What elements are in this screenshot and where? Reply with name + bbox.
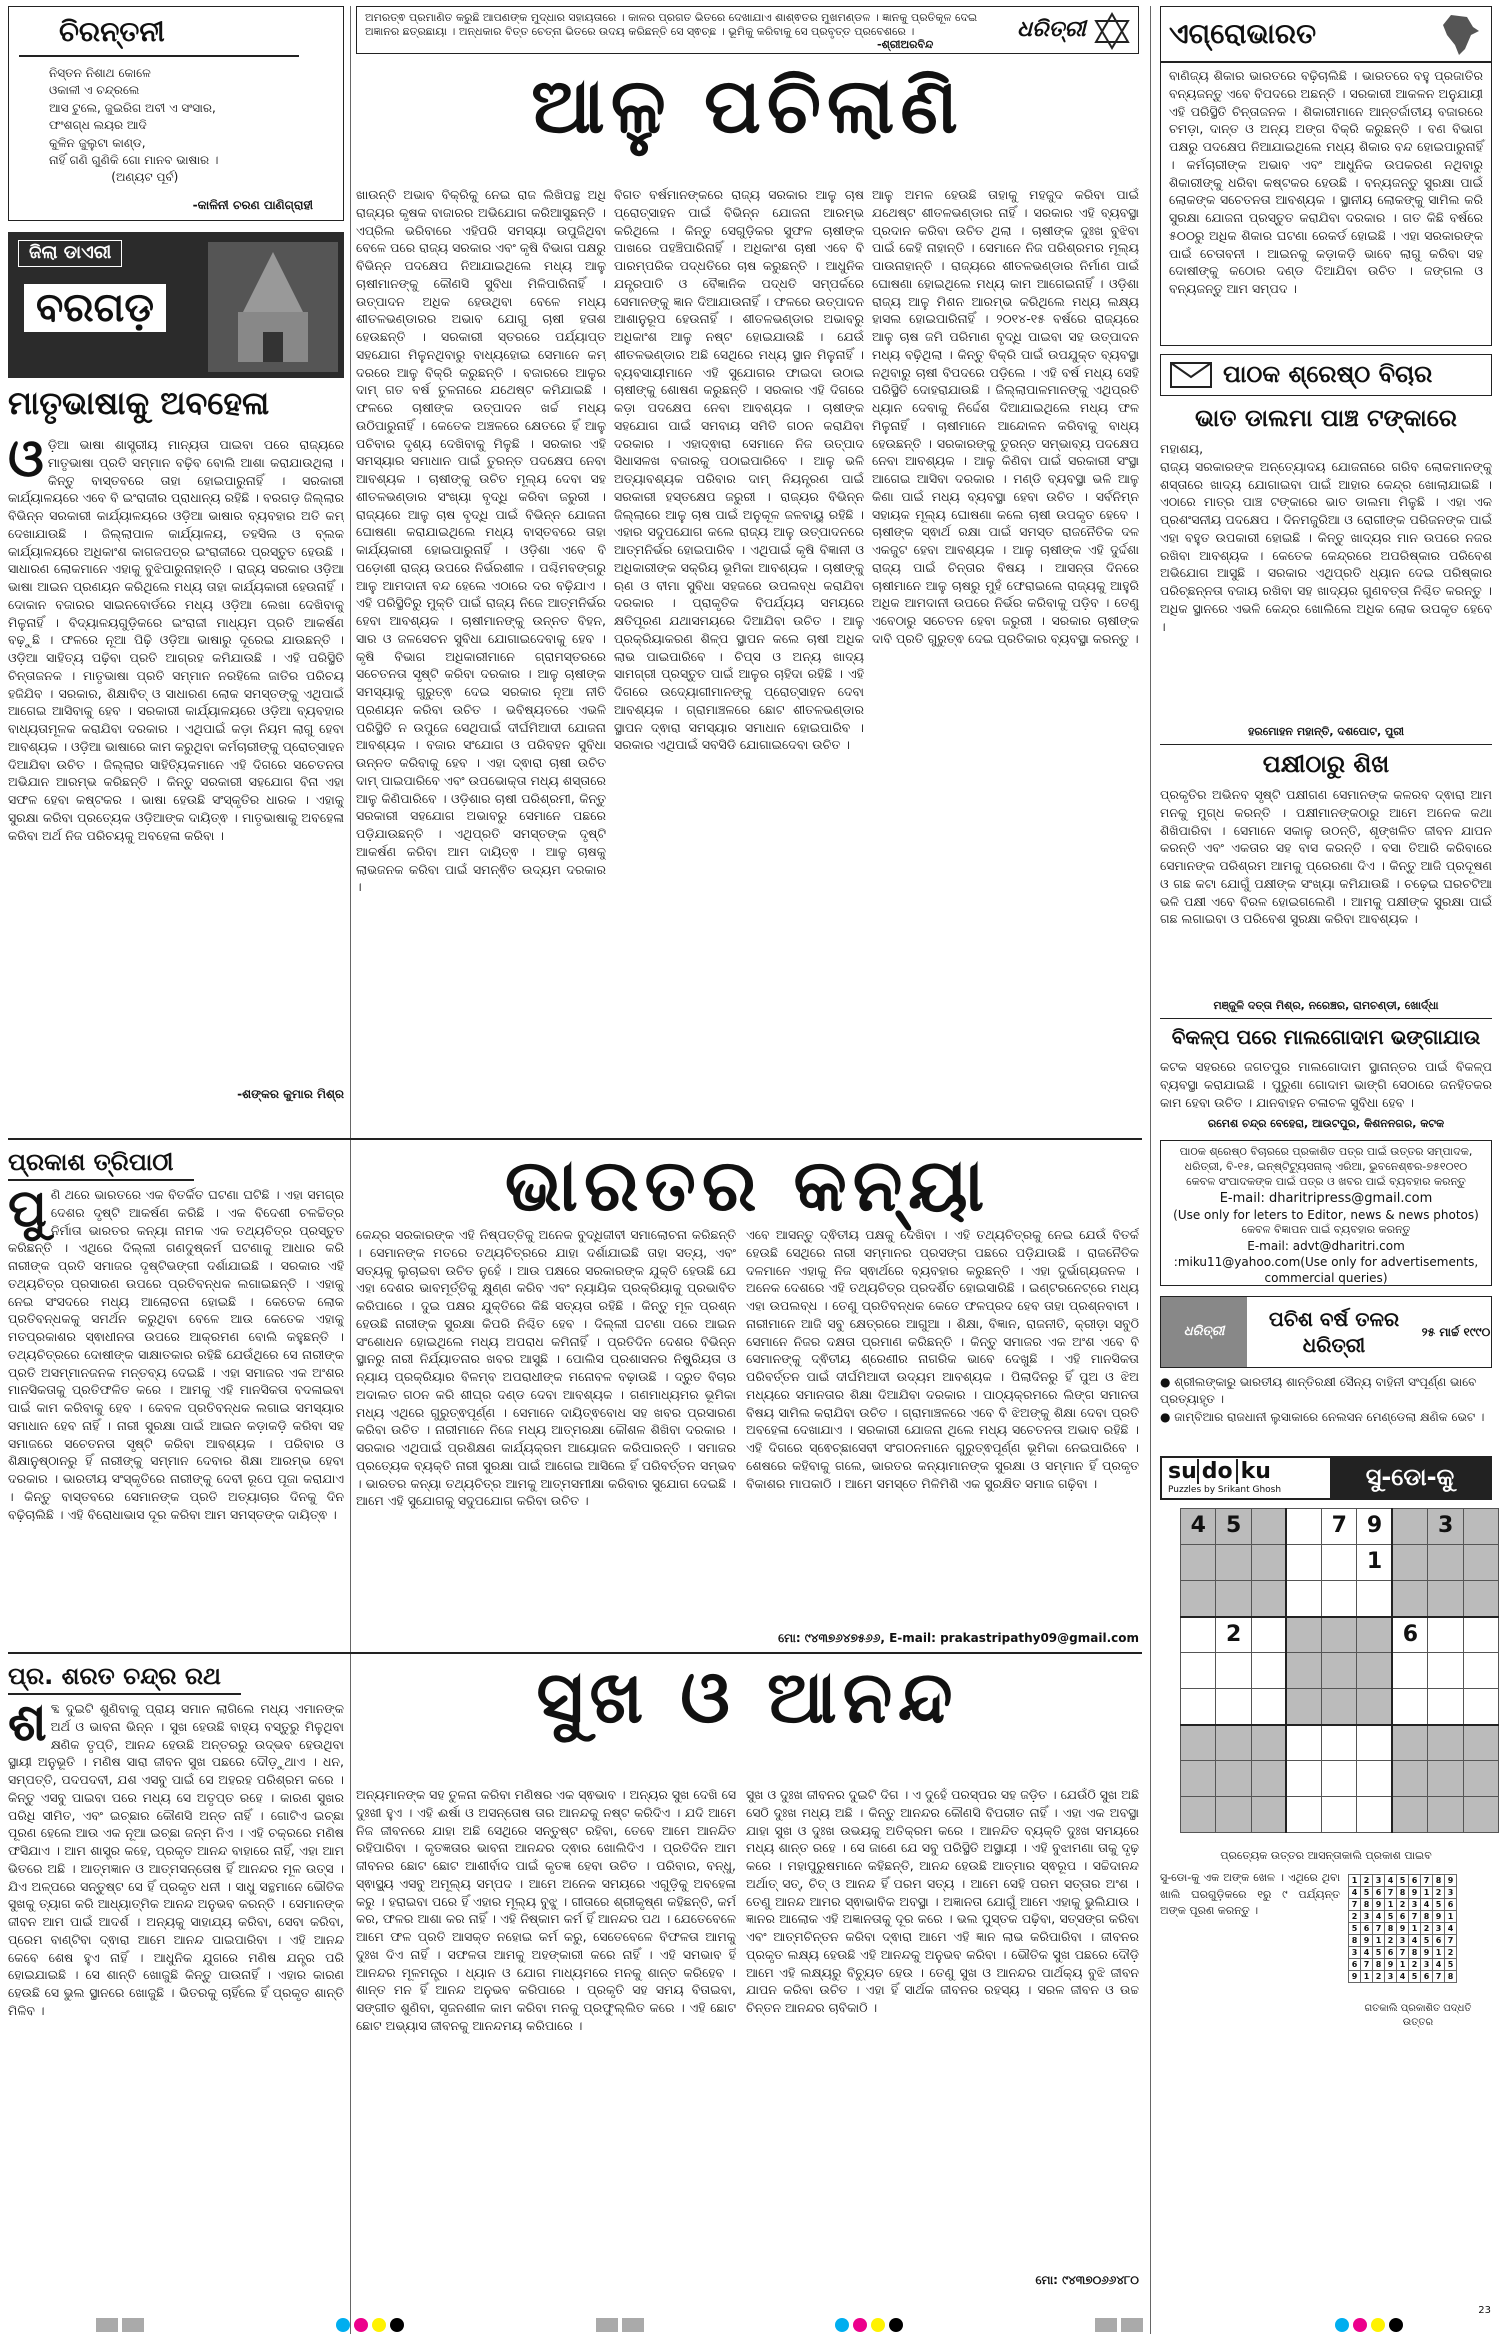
- quote-box: [356, 6, 1139, 54]
- sudoku-cell[interactable]: [1357, 1725, 1392, 1761]
- sudoku-cell[interactable]: [1463, 1725, 1498, 1761]
- solution-cell: 2: [1445, 1947, 1457, 1959]
- sudoku-cell[interactable]: [1392, 1725, 1427, 1761]
- sudoku-cell[interactable]: [1251, 1689, 1286, 1725]
- main-article-col2: ବିଗତ ବର୍ଷମାନଙ୍କରେ ରାଜ୍ୟ ସରକାର ଆଳୁ ଚାଷ ପ୍ରୋତ୍ସାହନ ପାଇଁ ବିଭିନ୍ନ ଯୋଜନା ଆରମ୍ଭ କରିଥିଲେ । କିନ୍ତୁ ସେଗୁଡ଼ିକର ସୁଫଳ ଚାଷୀଙ୍କ ପାଖରେ ପହଞ୍ଚିପାରିନାହିଁ । ଅଧିକାଂଶ ଚାଷୀ ଏବେ ବି ପାରମ୍ପରିକ ପଦ୍ଧତିରେ ଚାଷ କରୁଛନ୍ତି । ଆଧୁନିକ ଯନ୍ତ୍ରପାତି ଓ ବୈଜ୍ଞାନିକ ପଦ୍ଧତି ସମ୍ପର୍କରେ ସେମାନଙ୍କୁ ଜ୍ଞାନ ଦିଆଯାଉନାହିଁ । ଫଳରେ ଉତ୍ପାଦନ ଆଶାନୁରୂପ ହେଉନାହିଁ । ଶୀତଳଭଣ୍ଡାର ଅଭାବରୁ ଅଧିକାଂଶ ଆଳୁ ନଷ୍ଟ ହୋଇଯାଉଛି । ଯେଉଁ ଶୀତଳଭଣ୍ଡାର ଅଛି ସେଥିରେ ମଧ୍ୟ ସ୍ଥାନ ମିଳୁନାହିଁ । ବ୍ୟବସାୟୀମାନେ ଏହି ସୁଯୋଗର ଫାଇଦା ଉଠାଇ ଚାଷୀଙ୍କୁ ଶୋଷଣ କରୁଛନ୍ତି । ସରକାର ଏହି ଦିଗରେ କଡ଼ା ପଦକ୍ଷେପ ନେବା ଆବଶ୍ୟକ । ଚାଷୀଙ୍କ ସହଯୋଗ ପାଇଁ ସମବାୟ ସମିତି ଗଠନ କରାଯିବା ଦରକାର । ଏହାଦ୍ଵାରା ସେମାନେ ନିଜ ଉତ୍ପାଦ ସିଧାସଳଖ ବଜାରକୁ ପଠାଇପାରିବେ । ଆଳୁ ଭଳି ଅତ୍ୟାବଶ୍ୟକ ପରିବାର ଦାମ୍ ନିୟନ୍ତ୍ରଣ ପାଇଁ ସରକାରୀ ହସ୍ତକ୍ଷେପ ଜରୁରୀ । ରାଜ୍ୟର ବିଭିନ୍ନ ଜିଲ୍ଲାରେ ଆଳୁ ଚାଷ ପାଇଁ ଅନୁକୂଳ ଜଳବାୟୁ ରହିଛି । ଏହାର ସଦୁପଯୋଗ କଲେ ରାଜ୍ୟ ଆଳୁ ଉତ୍ପାଦନରେ ଆତ୍ମନିର୍ଭର ହୋଇପାରିବ । ଏଥିପାଇଁ କୃଷି ବିଜ୍ଞାନୀ ଓ ଅଧିକାରୀଙ୍କ ସକ୍ରିୟ ଭୂମିକା ଆବଶ୍ୟକ । ଚାଷୀଙ୍କୁ ଋଣ ଓ ବୀମା ସୁବିଧା ସହଜରେ ଉପଲବ୍ଧ କରାଯିବା ଦରକାର । ପ୍ରାକୃତିକ ବିପର୍ଯ୍ୟୟ ସମୟରେ କ୍ଷତିପୂରଣ ଯଥାସମୟରେ ଦିଆଯିବା ଉଚିତ । ଆଳୁ ପ୍ରକ୍ରିୟାକରଣ ଶିଳ୍ପ ସ୍ଥାପନ କଲେ ଚାଷୀ ଅଧିକ ଲାଭ ପାଇପାରିବେ । ଚିପ୍ସ ଓ ଅନ୍ୟ ଖାଦ୍ୟ ସାମଗ୍ରୀ ପ୍ରସ୍ତୁତ ପାଇଁ ଆଳୁର ଚାହିଦା ରହିଛି । ଏହି ଦିଗରେ ଉଦ୍ୟୋଗୀମାନଙ୍କୁ ପ୍ରୋତ୍ସାହନ ଦେବା ଆବଶ୍ୟକ । ଗ୍ରାମାଞ୍ଚଳରେ ଛୋଟ ଶୀତଳଭଣ୍ଡାର ସ୍ଥାପନ ଦ୍ଵାରା ସମସ୍ୟାର ସମାଧାନ ହୋଇପାରିବ । ସରକାର ଏଥିପାଇଁ ସବସିଡି ଯୋଗାଇଦେବା ଉଚିତ ।: [614, 187, 864, 753]
- pathak-body: ମହାଶୟ, ରାଜ୍ୟ ସରକାରଙ୍କ ଅନ୍ତ୍ୟୋଦୟ ଯୋଜନାରେ ଗରିବ ଲୋକମାନଙ୍କୁ ଶସ୍ତାରେ ଖାଦ୍ୟ ଯୋଗାଇବା ପାଇଁ ଆହାର କେନ୍ଦ୍ର ଖୋଲାଯାଇଛି । ଏଠାରେ ମାତ୍ର ପାଞ୍ଚ ଟଙ୍କାରେ ଭାତ ଡାଲମା ମିଳୁଛି । ଏହା ଏକ ପ୍ରଶଂସନୀୟ ପଦକ୍ଷେପ । ଦିନମଜୁରିଆ ଓ ରୋଗୀଙ୍କ ପରିଜନଙ୍କ ପାଇଁ ଏହା ବହୁତ ଉପକାରୀ ହୋଇଛି । କିନ୍ତୁ ଖାଦ୍ୟର ମାନ ଉପରେ ନଜର ରଖିବା ଆବଶ୍ୟକ । କେତେକ କେନ୍ଦ୍ରରେ ଅପରିଷ୍କାର ପରିବେଶ ଅଭିଯୋଗ ଆସୁଛି । ସରକାର ଏଥିପ୍ରତି ଧ୍ୟାନ ଦେଇ ପରିଷ୍କାର ପରିଚ୍ଛନ୍ନତା ବଜାୟ ରଖିବା ସହ ଖାଦ୍ୟର ଗୁଣବତ୍ତା ନିଶ୍ଚିତ କରନ୍ତୁ । ଅଧିକ ସ୍ଥାନରେ ଏଭଳି କେନ୍ଦ୍ର ଖୋଲିଲେ ଅଧିକ ଲୋକ ଉପକୃତ ହେବେ ।: [1160, 441, 1492, 634]
- zilla-diary-banner: [8, 232, 344, 378]
- sudoku-cell[interactable]: [1181, 1797, 1216, 1833]
- contact-title: ପାଠକ ଶ୍ରେଷ୍ଠ ବିଚାରରେ ପ୍ରକାଶିତ ପତ୍ର ପାଇଁ ଉତ୍ତର ସମ୍ପାଦକ,: [1179, 1145, 1473, 1158]
- solution-cell: 3: [1361, 1911, 1373, 1923]
- list-item: ● ଶ୍ରୀଲଙ୍କାରୁ ଭାରତୀୟ ଶାନ୍ତିରକ୍ଷୀ ସୈନ୍ୟ ବାହିନୀ ସଂପୂର୍ଣ୍ଣ ଭାବେ ପ୍ରତ୍ୟାହୃତ ।: [1160, 1375, 1477, 1407]
- sudoku-solution: [1348, 1874, 1488, 1983]
- sudoku-cell[interactable]: [1392, 1653, 1427, 1689]
- sudoku-cell[interactable]: [1216, 1725, 1251, 1761]
- solution-cell: 1: [1445, 1911, 1457, 1923]
- kanya-col2: କେନ୍ଦ୍ର ସରକାରଙ୍କ ଏହି ନିଷ୍ପତ୍ତିକୁ ଅନେକ ବୁଦ୍ଧିଜୀବୀ ସମାଲୋଚନା କରିଛନ୍ତି । ସେମାନଙ୍କ ମତରେ ତଥ୍ୟଚିତ୍ରରେ ଯାହା ଦର୍ଶାଯାଇଛି ତାହା ସତ୍ୟ, ଏବଂ ସତ୍ୟକୁ ଲୁଚାଇବା ଉଚିତ ନୁହେଁ । ଆଉ ପକ୍ଷରେ ସରକାରଙ୍କ ଯୁକ୍ତି ହେଉଛି ଯେ ଏହା ଦେଶର ଭାବମୂର୍ତ୍ତିକୁ କ୍ଷୁଣ୍ଣ କରିବ ଏବଂ ନ୍ୟାୟିକ ପ୍ରକ୍ରିୟାକୁ ପ୍ରଭାବିତ କରିପାରେ । ଦୁଇ ପକ୍ଷର ଯୁକ୍ତିରେ କିଛି ସତ୍ୟତା ରହିଛି । କିନ୍ତୁ ମୂଳ ପ୍ରଶ୍ନ ହେଉଛି ନାରୀଙ୍କ ସୁରକ୍ଷା କିପରି ନିଶ୍ଚିତ ହେବ । ଦିଲ୍ଲୀ ଘଟଣା ପରେ ଆଇନ ସଂଶୋଧନ ହୋଇଥିଲେ ମଧ୍ୟ ଅପରାଧ କମିନାହିଁ । ପ୍ରତିଦିନ ଦେଶର ବିଭିନ୍ନ ସ୍ଥାନରୁ ନାରୀ ନିର୍ଯ୍ୟାତନାର ଖବର ଆସୁଛି । ପୋଲିସ ପ୍ରଶାସନର ନିଷ୍କ୍ରିୟତା ଓ ନ୍ୟାୟ ପ୍ରକ୍ରିୟାର ବିଳମ୍ବ ଅପରାଧୀଙ୍କ ମନୋବଳ ବଢ଼ାଉଛି । ଦ୍ରୁତ ବିଚାର ଅଦାଲତ ଗଠନ କରି ଶୀଘ୍ର ଦଣ୍ଡ ଦେବା ଆବଶ୍ୟକ । ଗଣମାଧ୍ୟମର ଭୂମିକା ମଧ୍ୟ ଏଥିରେ ଗୁରୁତ୍ଵପୂର୍ଣ୍ଣ । ସେମାନେ ଦାୟିତ୍ଵବୋଧ ସହ ଖବର ପ୍ରସାରଣ କରିବା ଉଚିତ । ନାରୀମାନେ ନିଜେ ମଧ୍ୟ ଆତ୍ମରକ୍ଷା କୌଶଳ ଶିଖିବା ଦରକାର । ସରକାର ଏଥିପାଇଁ ପ୍ରଶିକ୍ଷଣ କାର୍ଯ୍ୟକ୍ରମ ଆୟୋଜନ କରିପାରନ୍ତି । ସମାଜର ପ୍ରତ୍ୟେକ ବ୍ୟକ୍ତି ନାରୀ ସୁରକ୍ଷା ପାଇଁ ଆଗେଇ ଆସିଲେ ହିଁ ପରିବର୍ତ୍ତନ ସମ୍ଭବ । ଭାରତର କନ୍ୟା ତଥ୍ୟଚିତ୍ର ଆମକୁ ଆତ୍ମସମୀକ୍ଷା କରିବାର ସୁଯୋଗ ଦେଇଛି । ଆମେ ଏହି ସୁଯୋଗକୁ ସଦୁପଯୋଗ କରିବା ଉଚିତ ।: [356, 1227, 736, 1509]
- solution-cell: 9: [1397, 1923, 1409, 1935]
- sudoku-cell[interactable]: [1428, 1581, 1463, 1617]
- agribharat-title: ଏଗ୍ରୋଭାରତ: [1169, 16, 1317, 50]
- india-map-icon: [1437, 11, 1483, 57]
- solution-cell: 5: [1421, 1935, 1433, 1947]
- sudoku-cell[interactable]: 5: [1216, 1509, 1251, 1545]
- sudoku-cell[interactable]: [1463, 1509, 1498, 1545]
- sudoku-rules: ସୁ-ଡୋ-କୁ ଏକ ଅଙ୍କ ଖେଳ । ଏଥିରେ ଥିବା ଖାଲି ଘରଗୁଡ଼ିକରେ ୧ରୁ ୯ ପର୍ଯ୍ୟନ୍ତ ଅଙ୍କ ପୂରଣ କରନ୍ତୁ ।: [1160, 1871, 1340, 1917]
- solution-cell: 7: [1349, 1899, 1361, 1911]
- sudoku-cell[interactable]: [1322, 1581, 1357, 1617]
- solution-cell: 9: [1409, 1887, 1421, 1899]
- solution-cell: 6: [1349, 1959, 1361, 1971]
- sudoku-cell[interactable]: [1251, 1725, 1286, 1761]
- solution-cell: 6: [1361, 1923, 1373, 1935]
- bikal-author: ରମେଶ ଚନ୍ଦ୍ର ବେହେରା, ଆଉଟପୁର, କିଶନନଗର, କଟକ: [1207, 1117, 1445, 1130]
- sudoku-cell[interactable]: [1322, 1617, 1357, 1653]
- solution-cell: 9: [1373, 1899, 1385, 1911]
- zilla-body: ଓଡ଼ିଆ ଭାଷା ଶାସ୍ତ୍ରୀୟ ମାନ୍ୟତା ପାଇବା ପରେ ରାଜ୍ୟରେ ମାତୃଭାଷା ପ୍ରତି ସମ୍ମାନ ବଢ଼ିବ ବୋଲି ଆଶା କରାଯାଉଥିଲା । କିନ୍ତୁ ବାସ୍ତବରେ ତାହା ହୋଇପାରୁନାହିଁ । ସରକାରୀ କାର୍ଯ୍ୟାଳୟରେ ଏବେ ବି ଇଂରାଜୀର ପ୍ରାଧାନ୍ୟ ରହିଛି । ବରଗଡ଼ ଜିଲ୍ଲାର ବିଭିନ୍ନ ସରକାରୀ କାର୍ଯ୍ୟାଳୟରେ ଓଡ଼ିଆ ଭାଷାର ବ୍ୟବହାର ଅତି କମ୍ ଦେଖାଯାଉଛି । ଜିଲ୍ଲାପାଳ କାର୍ଯ୍ୟାଳୟ, ତହସିଲ ଓ ବ୍ଲକ କାର୍ଯ୍ୟାଳୟରେ ଅଧିକାଂଶ କାଗଜପତ୍ର ଇଂରାଜୀରେ ପ୍ରସ୍ତୁତ ହେଉଛି । ସାଧାରଣ ଲୋକମାନେ ଏହାକୁ ବୁଝିପାରୁନାହାନ୍ତି । ରାଜ୍ୟ ସରକାର ଓଡ଼ିଆ ଭାଷା ଆଇନ ପ୍ରଣୟନ କରିଥିଲେ ମଧ୍ୟ ତାହା କାର୍ଯ୍ୟକାରୀ ହେଉନାହିଁ । ଦୋକାନ ବଜାରର ସାଇନବୋର୍ଡରେ ମଧ୍ୟ ଓଡ଼ିଆ ଲେଖା ଦେଖିବାକୁ ମିଳୁନାହିଁ । ବିଦ୍ୟାଳୟଗୁଡ଼ିକରେ ଇଂରାଜୀ ମାଧ୍ୟମ ପ୍ରତି ଆକର୍ଷଣ ବଢ଼ୁଛି । ଫଳରେ ନୂଆ ପିଢ଼ି ଓଡ଼ିଆ ଭାଷାରୁ ଦୂରେଇ ଯାଉଛନ୍ତି । ଓଡ଼ିଆ ସାହିତ୍ୟ ପଢ଼ିବା ପ୍ରତି ଆଗ୍ରହ କମିଯାଉଛି । ଏହି ପରିସ୍ଥିତି ଚିନ୍ତାଜନକ । ମାତୃଭାଷା ପ୍ରତି ସମ୍ମାନ ନରହିଲେ ଜାତିର ପରିଚୟ ହଜିଯିବ । ସରକାର, ଶିକ୍ଷାବିତ୍ ଓ ସାଧାରଣ ଲୋକ ସମସ୍ତଙ୍କୁ ଏଥିପାଇଁ ଆଗେଇ ଆସିବାକୁ ହେବ । ସରକାରୀ କାର୍ଯ୍ୟାଳୟରେ ଓଡ଼ିଆ ବ୍ୟବହାର ବାଧ୍ୟତାମୂଳକ କରାଯିବା ଦରକାର । ଏଥିପାଇଁ କଡ଼ା ନିୟମ ଲାଗୁ ହେବା ଆବଶ୍ୟକ । ଓଡ଼ିଆ ଭାଷାରେ କାମ କରୁଥିବା କର୍ମଚାରୀଙ୍କୁ ପ୍ରୋତ୍ସାହନ ଦିଆଯିବା ଉଚିତ । ଜିଲ୍ଲାର ସାହିତ୍ୟିକମାନେ ଏହି ଦିଗରେ ସଚେତନତା ଅଭିଯାନ ଆରମ୍ଭ କରିଛନ୍ତି । କିନ୍ତୁ ସରକାରୀ ସହଯୋଗ ବିନା ଏହା ସଫଳ ହେବା କଷ୍ଟକର । ଭାଷା ହେଉଛି ସଂସ୍କୃତିର ଧାରକ । ଏହାକୁ ସୁରକ୍ଷା କରିବା ପ୍ରତ୍ୟେକ ଓଡ଼ିଆଙ୍କ ଦାୟିତ୍ଵ । ମାତୃଭାଷାକୁ ଅବହେଳା କରିବା ଅର୍ଥ ନିଜ ପରିଚୟକୁ ଅବହେଳା କରିବା ।: [8, 436, 344, 843]
- sudoku-cell[interactable]: [1428, 1653, 1463, 1689]
- district-name: ବରଗଡ଼: [24, 284, 166, 332]
- solution-cell: 4: [1361, 1947, 1373, 1959]
- bikal-body: କଟକ ସହରରେ ଜଗତପୁର ମାଲଗୋଦାମ ସ୍ଥାନାନ୍ତର ପାଇଁ ବିକଳ୍ପ ବ୍ୟବସ୍ଥା କରାଯାଇଛି । ପୁରୁଣା ଗୋଦାମ ଭାଙ୍ଗି ସେଠାରେ ଜନହିତକର କାମ ହେବା ଉଚିତ । ଯାନବାହନ ଚଳାଚଳ ସୁବିଧା ହେବ ।: [1160, 1059, 1492, 1110]
- advt-email[interactable]: E-mail: advt@dharitri.com: [1247, 1239, 1405, 1254]
- dharitri-logo: ଧରିତ୍ରୀ: [1161, 1297, 1247, 1367]
- pachisha-list: [1160, 1374, 1492, 1426]
- sudoku-cell[interactable]: [1357, 1797, 1392, 1833]
- agribharat-body: ବାଣିଜ୍ୟ ଶିକାର ଭାରତରେ ବଢ଼ିଚାଲିଛି । ଭାରତରେ ବହୁ ପ୍ରଜାତିର ବନ୍ୟଜନ୍ତୁ ଏବେ ବିପଦରେ ଅଛନ୍ତି । ସରକାରୀ ଆକଳନ ଅନୁଯାୟୀ ଏହି ପରିସ୍ଥିତି ଚିନ୍ତାଜନକ । ଶିକାରୀମାନେ ଆନ୍ତର୍ଜାତୀୟ ବଜାରରେ ଚମଡ଼ା, ଦାନ୍ତ ଓ ଅନ୍ୟ ଅଙ୍ଗ ବିକ୍ରି କରୁଛନ୍ତି । ବଣ ବିଭାଗ ପକ୍ଷରୁ ପଦକ୍ଷେପ ନିଆଯାଇଥିଲେ ମଧ୍ୟ ଶିକାର ବନ୍ଦ ହୋଇପାରୁନାହିଁ । କର୍ମଚାରୀଙ୍କ ଅଭାବ ଏବଂ ଆଧୁନିକ ଉପକରଣ ନଥିବାରୁ ଶିକାରୀଙ୍କୁ ଧରିବା କଷ୍ଟକର ହେଉଛି । ବନ୍ୟଜନ୍ତୁ ସୁରକ୍ଷା ପାଇଁ ଲୋକଙ୍କ ସଚେତନତା ଆବଶ୍ୟକ । ସ୍ଥାନୀୟ ଲୋକଙ୍କୁ ସାମିଲ କରି ସୁରକ୍ଷା ଯୋଜନା ପ୍ରସ୍ତୁତ କରାଯିବା ଦରକାର । ଗତ କିଛି ବର୍ଷରେ ୫୦୦ରୁ ଅଧିକ ଶିକାର ଘଟଣା ରେକର୍ଡ ହୋଇଛି । ଏହା ସରକାରଙ୍କ ପାଇଁ ଚେତାବନୀ । ଆଇନକୁ କଡ଼ାକଡ଼ି ଭାବେ ଲାଗୁ କରିବା ସହ ଦୋଷୀଙ୍କୁ କଠୋର ଦଣ୍ଡ ଦିଆଯିବା ଉଚିତ । ଜଙ୍ଗଲ ଓ ବନ୍ୟଜନ୍ତୁ ଆମ ସମ୍ପଦ ।: [1169, 68, 1483, 296]
- solution-cell: 5: [1361, 1887, 1373, 1899]
- sudoku-cell[interactable]: [1428, 1617, 1463, 1653]
- sudoku-cell[interactable]: 4: [1181, 1509, 1216, 1545]
- sudoku-cell[interactable]: [1463, 1581, 1498, 1617]
- divider: [1160, 1018, 1492, 1019]
- sudoku-cell[interactable]: [1322, 1545, 1357, 1581]
- solution-cell: 6: [1409, 1875, 1421, 1887]
- sudoku-cell[interactable]: [1428, 1761, 1463, 1797]
- sudoku-cell[interactable]: [1251, 1797, 1286, 1833]
- registration-mark: [594, 2318, 646, 2338]
- zilla-author: -ଶଙ୍କର କୁମାର ମିଶ୍ର: [237, 1087, 344, 1101]
- sudoku-cell[interactable]: [1428, 1689, 1463, 1725]
- sudoku-cell[interactable]: [1216, 1689, 1251, 1725]
- solution-cell: 2: [1361, 1875, 1373, 1887]
- sudoku-cell[interactable]: 1: [1357, 1545, 1392, 1581]
- solution-cell: 7: [1397, 1947, 1409, 1959]
- editor-email-note: (Use only for leters to Editor, news & news photos): [1173, 1208, 1479, 1223]
- printer-marks: [0, 2318, 1499, 2338]
- sudoku-cell[interactable]: [1392, 1689, 1427, 1725]
- pathak-header: [1160, 354, 1492, 396]
- solution-cell: 7: [1373, 1923, 1385, 1935]
- sudoku-cell[interactable]: [1286, 1509, 1321, 1545]
- sudoku-cell[interactable]: [1216, 1545, 1251, 1581]
- sudoku-cell[interactable]: [1181, 1617, 1216, 1653]
- sudoku-cell[interactable]: [1428, 1725, 1463, 1761]
- pachisha-date: ୨୫ ମାର୍ଚ୍ଚ ୧୯୯୦: [1421, 1324, 1491, 1339]
- sudoku-cell[interactable]: [1357, 1617, 1392, 1653]
- agribharat-box: [1160, 6, 1492, 346]
- sudoku-cell[interactable]: [1392, 1581, 1427, 1617]
- solution-cell: 8: [1433, 1875, 1445, 1887]
- solution-cell: 5: [1385, 1911, 1397, 1923]
- sudoku-grid[interactable]: [1180, 1508, 1499, 1833]
- contact-note1: କେବଳ ସଂପାଦକଙ୍କ ପାଇଁ ପତ୍ର ଓ ଖବର ପାଇଁ ବ୍ୟବହାର କରନ୍ତୁ: [1186, 1174, 1466, 1188]
- kanya-col1: ପୁଣି ଥରେ ଭାରତରେ ଏକ ବିତର୍କିତ ଘଟଣା ଘଟିଛି । ଏହା ସମଗ୍ର ଦେଶର ଦୃଷ୍ଟି ଆକର୍ଷଣ କରିଛି । ଏକ ବିଦେଶୀ ଚଳଚ୍ଚିତ୍ର ନିର୍ମାତା ଭାରତର କନ୍ୟା ନାମକ ଏକ ତଥ୍ୟଚିତ୍ର ପ୍ରସ୍ତୁତ କରିଛନ୍ତି । ଏଥିରେ ଦିଲ୍ଲୀ ଗଣଦୁଷ୍କର୍ମ ଘଟଣାକୁ ଆଧାର କରି ନାରୀଙ୍କ ପ୍ରତି ସମାଜର ଦୃଷ୍ଟିଭଙ୍ଗୀ ଦର୍ଶାଯାଇଛି । ସରକାର ଏହି ତଥ୍ୟଚିତ୍ର ପ୍ରସାରଣ ଉପରେ ପ୍ରତିବନ୍ଧକ ଲଗାଇଛନ୍ତି । ଏହାକୁ ନେଇ ସଂସଦରେ ମଧ୍ୟ ଆଲୋଚନା ହୋଇଛି । କେତେକ ଲୋକ ପ୍ରତିବନ୍ଧକକୁ ସମର୍ଥନ କରୁଥିବା ବେଳେ ଆଉ କେତେକ ଏହାକୁ ମତପ୍ରକାଶର ସ୍ଵାଧୀନତା ଉପରେ ଆକ୍ରମଣ ବୋଲି କହୁଛନ୍ତି । ତଥ୍ୟଚିତ୍ରରେ ଦୋଷୀଙ୍କ ସାକ୍ଷାତକାର ରହିଛି ଯେଉଁଥିରେ ସେ ନାରୀଙ୍କ ପ୍ରତି ଅସମ୍ମାନଜନକ ମନ୍ତବ୍ୟ ଦେଇଛି । ଏହା ସମାଜର ଏକ ଅଂଶର ମାନସିକତାକୁ ପ୍ରତିଫଳିତ କରେ । ଆମକୁ ଏହି ମାନସିକତା ବଦଳାଇବା ପାଇଁ କାମ କରିବାକୁ ହେବ । କେବଳ ପ୍ରତିବନ୍ଧକ ଲଗାଇ ସମସ୍ୟାର ସମାଧାନ ହେବ ନାହିଁ । ନାରୀ ସୁରକ୍ଷା ପାଇଁ ଆଇନ କଡ଼ାକଡ଼ି କରିବା ସହ ସମାଜରେ ସଚେତନତା ସୃଷ୍ଟି କରିବା ଆବଶ୍ୟକ । ପରିବାର ଓ ଶିକ୍ଷାନୁଷ୍ଠାନରୁ ହିଁ ନାରୀଙ୍କୁ ସମ୍ମାନ ଦେବାର ଶିକ୍ଷା ଆରମ୍ଭ ହେବା ଦରକାର । ଭାରତୀୟ ସଂସ୍କୃତିରେ ନାରୀଙ୍କୁ ଦେବୀ ରୂପେ ପୂଜା କରାଯାଏ । କିନ୍ତୁ ବାସ୍ତବରେ ସେମାନଙ୍କ ପ୍ରତି ଅତ୍ୟାଚାର ଦିନକୁ ଦିନ ବଢ଼ିଚାଲିଛି । ଏହି ବିରୋଧାଭାସ ଦୂର କରିବା ଆମ ସମସ୍ତଙ୍କ ଦାୟିତ୍ଵ ।: [8, 1186, 344, 1522]
- sudoku-cell[interactable]: 3: [1428, 1509, 1463, 1545]
- pachisha-box: [1160, 1296, 1492, 1368]
- kanya-headline: ଭାରତର କନ୍ୟା: [504, 1143, 991, 1227]
- chiranti-box: [8, 6, 344, 221]
- sudoku-cell[interactable]: [1286, 1617, 1321, 1653]
- pakshi-author: ମଞ୍ଜୁଳି ଦତ୍ତା ମିଶ୍ର, ନରେଞ୍ଚର, ରାମଚଣ୍ଡୀ, ଖୋର୍ଦ୍ଧା: [1213, 999, 1439, 1012]
- solution-cell: 7: [1433, 1971, 1445, 1983]
- bikal-headline: ବିକଳ୍ପ ପରେ ମାଲଗୋଦାମ ଭଙ୍ଗାଯାଉ: [1171, 1025, 1481, 1049]
- solution-cell: 7: [1361, 1959, 1373, 1971]
- solution-cell: 8: [1409, 1947, 1421, 1959]
- sudoku-cell[interactable]: [1392, 1797, 1427, 1833]
- list-item: ● ଜାମ୍ବିଆର ରାଜଧାନୀ ଲୁସାକାରେ ନେଲସନ ମେଣ୍ଡେଲା କ୍ଷଣିକ ଭେଟ ।: [1160, 1409, 1485, 1424]
- solution-cell: 3: [1349, 1947, 1361, 1959]
- sukha-byline: ପ୍ର. ଶରତ ଚନ୍ଦ୍ର ରଥ: [8, 1660, 241, 1695]
- solution-cell: 8: [1397, 1887, 1409, 1899]
- divider: [8, 1138, 1142, 1140]
- solution-cell: 8: [1421, 1911, 1433, 1923]
- sukha-col1: ଶବ୍ଦ ଦୁଇଟି ଶୁଣିବାକୁ ପ୍ରାୟ ସମାନ ଲାଗିଲେ ମଧ୍ୟ ଏମାନଙ୍କ ଅର୍ଥ ଓ ଭାବନା ଭିନ୍ନ । ସୁଖ ହେଉଛି ବାହ୍ୟ ବସ୍ତୁରୁ ମିଳୁଥିବା କ୍ଷଣିକ ତୃପ୍ତି, ଆନନ୍ଦ ହେଉଛି ଅନ୍ତରରୁ ଉଦ୍ଭବ ହେଉଥିବା ସ୍ଥାୟୀ ଅନୁଭୂତି । ମଣିଷ ସାରା ଜୀବନ ସୁଖ ପଛରେ ଦୌଡ଼ୁଥାଏ । ଧନ, ସମ୍ପତ୍ତି, ପଦପଦବୀ, ଯଶ ଏସବୁ ପାଇଁ ସେ ଅହରହ ପରିଶ୍ରମ କରେ । କିନ୍ତୁ ଏସବୁ ପାଇବା ପରେ ମଧ୍ୟ ସେ ଅତୃପ୍ତ ରହେ । କାରଣ ସୁଖର ପରିଧି ସୀମିତ, ଏବଂ ଇଚ୍ଛାର କୌଣସି ଅନ୍ତ ନାହିଁ । ଗୋଟିଏ ଇଚ୍ଛା ପୂରଣ ହେଲେ ଆଉ ଏକ ନୂଆ ଇଚ୍ଛା ଜନ୍ମ ନିଏ । ଏହି ଚକ୍ରରେ ମଣିଷ ଫସିଯାଏ । ଆମ ଶାସ୍ତ୍ର କହେ, ପ୍ରକୃତ ଆନନ୍ଦ ବାହାରେ ନାହିଁ, ଏହା ଆମ ଭିତରେ ଅଛି । ଆତ୍ମଜ୍ଞାନ ଓ ଆତ୍ମସନ୍ତୋଷ ହିଁ ଆନନ୍ଦର ମୂଳ ଉତ୍ସ । ଯିଏ ଅଳ୍ପରେ ସନ୍ତୁଷ୍ଟ ସେ ହିଁ ପ୍ରକୃତ ଧନୀ । ସାଧୁ ସନ୍ଥମାନେ ଭୌତିକ ସୁଖକୁ ତ୍ୟାଗ କରି ଆଧ୍ୟାତ୍ମିକ ଆନନ୍ଦ ଅନୁଭବ କରନ୍ତି । ସେମାନଙ୍କ ଜୀବନ ଆମ ପାଇଁ ଆଦର୍ଶ । ଅନ୍ୟକୁ ସାହାଯ୍ୟ କରିବା, ସେବା କରିବା, ପ୍ରେମ ବାଣ୍ଟିବା ଦ୍ଵାରା ଆମେ ଆନନ୍ଦ ପାଇପାରିବା । ଏହି ଆନନ୍ଦ କେବେ ଶେଷ ହୁଏ ନାହିଁ । ଆଧୁନିକ ଯୁଗରେ ମଣିଷ ଯନ୍ତ୍ର ପରି ହୋଇଯାଇଛି । ସେ ଶାନ୍ତି ଖୋଜୁଛି କିନ୍ତୁ ପାଉନାହିଁ । ଏହାର କାରଣ ହେଉଛି ସେ ଭୁଲ ସ୍ଥାନରେ ଖୋଜୁଛି । ଭିତରକୁ ଚାହିଁଲେ ହିଁ ପ୍ରକୃତ ଶାନ୍ତି ମିଳିବ ।: [8, 1700, 344, 2018]
- solution-cell: 4: [1409, 1935, 1421, 1947]
- sudoku-cell[interactable]: [1428, 1797, 1463, 1833]
- solution-cell: 3: [1385, 1971, 1397, 1983]
- kanya-contact: ମୋ: ୯୪୩୭୬୪୭୫୬୬, E-mail: prakastripathy09@gmail.com: [778, 1631, 1139, 1645]
- sudoku-cell[interactable]: [1357, 1581, 1392, 1617]
- solution-cell: 6: [1433, 1935, 1445, 1947]
- dharitri-logo: ଧରିତ୍ରୀ: [1017, 17, 1086, 42]
- solution-cell: 8: [1361, 1899, 1373, 1911]
- sudoku-cell[interactable]: 9: [1357, 1509, 1392, 1545]
- solution-cell: 8: [1385, 1923, 1397, 1935]
- sudoku-cell[interactable]: [1357, 1653, 1392, 1689]
- registration-mark: [94, 2318, 146, 2338]
- envelope-icon: [1169, 360, 1213, 390]
- zilla-diary-label: ଜିଲା ଡାଏରୀ: [18, 240, 122, 267]
- sudoku-cell[interactable]: 7: [1322, 1509, 1357, 1545]
- solution-cell: 7: [1421, 1875, 1433, 1887]
- pakshi-body: ପ୍ରକୃତିର ଅଭିନବ ସୃଷ୍ଟି ପକ୍ଷୀଗଣ ସେମାନଙ୍କ କଳରବ ଦ୍ଵାରା ଆମ ମନକୁ ମୁଗ୍ଧ କରନ୍ତି । ପକ୍ଷୀମାନଙ୍କଠାରୁ ଆମେ ଅନେକ କଥା ଶିଖିପାରିବା । ସେମାନେ ସକାଳୁ ଉଠନ୍ତି, ଶୃଙ୍ଖଳିତ ଜୀବନ ଯାପନ କରନ୍ତି ଏବଂ ଏକତାର ସହ ବାସ କରନ୍ତି । ବସା ତିଆରି କରିବାରେ ସେମାନଙ୍କ ପରିଶ୍ରମ ଆମକୁ ପ୍ରେରଣା ଦିଏ । କିନ୍ତୁ ଆଜି ପ୍ରଦୂଷଣ ଓ ଗଛ କଟା ଯୋଗୁଁ ପକ୍ଷୀଙ୍କ ସଂଖ୍ୟା କମିଯାଉଛି । ଚଢ଼େଇ ଘରଚଟିଆ ଭଳି ପକ୍ଷୀ ଏବେ ବିରଳ ହୋଇଗଲେଣି । ଆମକୁ ପକ୍ଷୀଙ୍କ ସୁରକ୍ଷା ପାଇଁ ଗଛ ଲଗାଇବା ଓ ପରିବେଶ ସୁରକ୍ଷା କରିବା ଆବଶ୍ୟକ ।: [1160, 787, 1492, 927]
- solution-cell: 7: [1409, 1911, 1421, 1923]
- sudoku-cell[interactable]: [1286, 1689, 1321, 1725]
- solution-label: ଗତକାଲି ପ୍ରକାଶିତ ପଦ୍ଧତି ଉତ୍ତର: [1364, 2003, 1472, 2028]
- kanya-col3: ଏବେ ଆସନ୍ତୁ ଦ୍ଵିତୀୟ ପକ୍ଷକୁ ଦେଖିବା । ଏହି ତଥ୍ୟଚିତ୍ରକୁ ନେଇ ଯେଉଁ ବିତର୍କ ହେଉଛି ସେଥିରେ ନାରୀ ସମ୍ମାନର ପ୍ରସଙ୍ଗ ପଛରେ ପଡ଼ିଯାଉଛି । ରାଜନୈତିକ ଦଳମାନେ ଏହାକୁ ନିଜ ସ୍ଵାର୍ଥରେ ବ୍ୟବହାର କରୁଛନ୍ତି । ଏହା ଦୁର୍ଭାଗ୍ୟଜନକ । ଅନେକ ଦେଶରେ ଏହି ତଥ୍ୟଚିତ୍ର ପ୍ରଦର୍ଶିତ ହୋଇସାରିଛି । ଇଣ୍ଟରନେଟ୍‌ରେ ମଧ୍ୟ ଏହା ଉପଲବ୍ଧ । ତେଣୁ ପ୍ରତିବନ୍ଧକ କେତେ ଫଳପ୍ରଦ ହେବ ତାହା ପ୍ରଶ୍ନବାଚୀ । ନାରୀମାନେ ଆଜି ସବୁ କ୍ଷେତ୍ରରେ ଆଗୁଆ । ଶିକ୍ଷା, ବିଜ୍ଞାନ, ରାଜନୀତି, କ୍ରୀଡ଼ା ସବୁଠି ସେମାନେ ନିଜର ଦକ୍ଷତା ପ୍ରମାଣ କରିଛନ୍ତି । କିନ୍ତୁ ସମାଜର ଏକ ଅଂଶ ଏବେ ବି ସେମାନଙ୍କୁ ଦ୍ଵିତୀୟ ଶ୍ରେଣୀର ନାଗରିକ ଭାବେ ଦେଖୁଛି । ଏହି ମାନସିକତା ପରିବର୍ତ୍ତନ ପାଇଁ ଦୀର୍ଘମିଆଦୀ ଉଦ୍ୟମ ଆବଶ୍ୟକ । ପିଲାଦିନରୁ ହିଁ ପୁଅ ଓ ଝିଅ ମଧ୍ୟରେ ସମାନତାର ଶିକ୍ଷା ଦିଆଯିବା ଦରକାର । ପାଠ୍ୟକ୍ରମରେ ଲିଙ୍ଗ ସମାନତା ବିଷୟ ସାମିଲ କରାଯିବା ଉଚିତ । ଗ୍ରାମାଞ୍ଚଳରେ ଏବେ ବି ଝିଅଙ୍କୁ ଶିକ୍ଷା ଦେବା ପ୍ରତି ଅବହେଳା ଦେଖାଯାଏ । ସରକାରୀ ଯୋଜନା ଥିଲେ ମଧ୍ୟ ସଚେତନତା ଅଭାବ ରହିଛି । ଏହି ଦିଗରେ ସ୍ଵେଚ୍ଛାସେବୀ ସଂଗଠନମାନେ ଗୁରୁତ୍ଵପୂର୍ଣ୍ଣ ଭୂମିକା ନେଇପାରିବେ । ଶେଷରେ କହିବାକୁ ଗଲେ, ଭାରତର କନ୍ୟାମାନଙ୍କ ସୁରକ୍ଷା ଓ ସମ୍ମାନ ହିଁ ପ୍ରକୃତ ବିକାଶର ମାପକାଠି । ଆମେ ସମସ୍ତେ ମିଳିମିଶି ଏକ ସୁରକ୍ଷିତ ସମାଜ ଗଢ଼ିବା ।: [746, 1227, 1139, 1491]
- cmyk-swatch: [833, 2318, 905, 2338]
- sudoku-cell[interactable]: [1216, 1653, 1251, 1689]
- sudoku-cell[interactable]: [1251, 1581, 1286, 1617]
- sukha-contact: ମୋ: ୯୪୩୭୦୬୬୪୮୦: [1035, 2273, 1139, 2287]
- sudoku-cell[interactable]: [1392, 1509, 1427, 1545]
- solution-cell: 5: [1349, 1923, 1361, 1935]
- sudoku-odia-title: ସୁ-ଡୋ-କୁ: [1330, 1458, 1490, 1498]
- solution-cell: 4: [1373, 1911, 1385, 1923]
- quote-text: ଅମରତ୍ଵ ପ୍ରମାଣିତ କରୁଛି ଆପଣଙ୍କ ମୁଦ୍ଧାର ସହାୟତାରେ । କାଳର ପ୍ରଗତ ଭିତରେ ଦେଖାଯାଏ ଶାଶ୍ଵତର ମୁଖମଣ୍ଡଳ । ଜ୍ଞାନକୁ ପ୍ରତିକୂଳ ଦେଇ ଅଜ୍ଞାନର ଛତ୍ରଛାୟା । ଅନ୍ଧକାର ବିତ୍ତ ଚେତ୍ନା ଭିତରେ ଉଦୟ କରିଛନ୍ତି ସେ ସ୍ଵଚ୍ଛ । ଭୂମିକୁ କରିବାକୁ ସେ ପ୍ରବୃତ୍ତ ପ୍ରବେଶରେ ।: [365, 11, 978, 39]
- pakshi-headline: ପକ୍ଷୀଠାରୁ ଶିଖ: [1262, 750, 1390, 778]
- sudoku-cell[interactable]: [1463, 1797, 1498, 1833]
- sudoku-cell[interactable]: [1216, 1797, 1251, 1833]
- solution-cell: 8: [1373, 1959, 1385, 1971]
- sudoku-cell[interactable]: [1251, 1545, 1286, 1581]
- sudoku-cell[interactable]: [1322, 1653, 1357, 1689]
- pachisha-title: ପଚିଶ ବର୍ଷ ତଳର ଧରିତ୍ରୀ: [1268, 1307, 1400, 1357]
- solution-cell: 9: [1421, 1947, 1433, 1959]
- solution-cell: 4: [1385, 1875, 1397, 1887]
- sudoku-cell[interactable]: [1286, 1581, 1321, 1617]
- sudoku-cell[interactable]: [1357, 1761, 1392, 1797]
- solution-cell: 1: [1433, 1947, 1445, 1959]
- sudoku-cell[interactable]: [1251, 1653, 1286, 1689]
- divider: [8, 1652, 1142, 1654]
- sudoku-cell[interactable]: [1392, 1761, 1427, 1797]
- sudoku-cell[interactable]: [1357, 1689, 1392, 1725]
- sudoku-cell[interactable]: [1463, 1617, 1498, 1653]
- quote-author: -ଶ୍ରୀଅରବିନ୍ଦ: [877, 38, 934, 51]
- solution-cell: 6: [1373, 1887, 1385, 1899]
- solution-cell: 9: [1349, 1971, 1361, 1983]
- solution-cell: 9: [1445, 1875, 1457, 1887]
- sudoku-cell[interactable]: [1463, 1545, 1498, 1581]
- sudoku-cell[interactable]: 6: [1392, 1617, 1427, 1653]
- sudoku-cell[interactable]: [1286, 1725, 1321, 1761]
- solution-cell: 1: [1397, 1959, 1409, 1971]
- solution-cell: 5: [1409, 1971, 1421, 1983]
- solution-cell: 3: [1373, 1875, 1385, 1887]
- sudoku-cell[interactable]: [1286, 1545, 1321, 1581]
- solution-cell: 3: [1445, 1887, 1457, 1899]
- solution-cell: 1: [1385, 1899, 1397, 1911]
- sudoku-cell[interactable]: [1181, 1689, 1216, 1725]
- sudoku-cell[interactable]: [1463, 1689, 1498, 1725]
- solution-cell: 2: [1385, 1935, 1397, 1947]
- star-emblem-icon: [1092, 11, 1132, 51]
- sudoku-cell[interactable]: [1428, 1545, 1463, 1581]
- solution-cell: 2: [1409, 1959, 1421, 1971]
- solution-cell: 6: [1385, 1947, 1397, 1959]
- sudoku-cell[interactable]: [1286, 1797, 1321, 1833]
- divider: [1150, 6, 1151, 2334]
- solution-cell: 5: [1433, 1899, 1445, 1911]
- sudoku-cell[interactable]: [1286, 1653, 1321, 1689]
- sudoku-cell[interactable]: [1463, 1653, 1498, 1689]
- chiranti-poem: ନିସ୍ତନ ନିଶାଥ କୋଳେ ଓକାଳୀ ଏ ଚନ୍ଦ୍ରଲେ ଆସ ଟୁଲେ, ଜୁଇରିଗ ଅବୀ ଏ ସଂସାର, ଫଂଶଗ୍ଧ ଲୟର ଆଦି କୁଳିନ ଜୁଲୁଟା କାଣ୍ଡ, ନାହିଁ ଗଣି ଗୁଣିକି ଗୋ ମାନବ ଭାଷାର । (ଅଣ୍ୟଟ ପୂର୍ବ): [49, 66, 219, 185]
- solution-cell: 7: [1385, 1887, 1397, 1899]
- main-article-col1: ଖାଉନ୍ତି ଅଭାବ ବିକ୍ରିକୁ ନେଇ ରାଜ ଲିଖିପନ୍ଥ ଅଧି ରାଜ୍ୟର କୃଷକ ବାଜାରର ଅଭିଯୋଗ କରିଆସୁଛନ୍ତି । ଏପ୍ରିଲ ଭରିବାରେ ଏହିପରି ସମସ୍ୟା ଉପୁଜିଥିବା ବେଳେ ପରେ ରାଜ୍ୟ ସରକାର ଏବଂ କୃଷି ବିଭାଗ ପକ୍ଷରୁ ବିଭିନ୍ନ ପଦକ୍ଷେପ ନିଆଯାଇଥିଲେ ମଧ୍ୟ ଆଳୁ ଚାଷୀମାନଙ୍କୁ କୌଣସି ସୁବିଧା ମିଳିପାରିନାହିଁ । ଉତ୍ପାଦନ ଅଧିକ ହେଉଥିବା ବେଳେ ମଧ୍ୟ ଶୀତଳଭଣ୍ଡାରର ଅଭାବ ଯୋଗୁ ଚାଷୀ ହତାଶ ହେଉଛନ୍ତି । ସରକାରୀ ସ୍ତରରେ ପର୍ଯ୍ୟାପ୍ତ ସହଯୋଗ ମିଳୁନଥିବାରୁ ବାଧ୍ୟହୋଇ ସେମାନେ କମ୍ ଦରରେ ଆଳୁ ବିକ୍ରି କରୁଛନ୍ତି । ବଜାରରେ ଆଳୁର ଦାମ୍ ଗତ ବର୍ଷ ତୁଳନାରେ ଯଥେଷ୍ଟ କମିଯାଇଛି । ଫଳରେ ଚାଷୀଙ୍କ ଉତ୍ପାଦନ ଖର୍ଚ୍ଚ ମଧ୍ୟ ଉଠିପାରୁନାହିଁ । କେତେକ ଅଞ୍ଚଳରେ କ୍ଷେତରେ ହିଁ ଆଳୁ ପଚିବାର ଦୃଶ୍ୟ ଦେଖିବାକୁ ମିଳୁଛି । ସରକାର ଏହି ସମସ୍ୟାର ସମାଧାନ ପାଇଁ ତୁରନ୍ତ ପଦକ୍ଷେପ ନେବା ଆବଶ୍ୟକ । ଚାଷୀଙ୍କୁ ଉଚିତ ମୂଲ୍ୟ ଦେବା ସହ ଶୀତଳଭଣ୍ଡାର ସଂଖ୍ୟା ବୃଦ୍ଧି କରିବା ଜରୁରୀ । ରାଜ୍ୟରେ ଆଳୁ ଚାଷ ବୃଦ୍ଧି ପାଇଁ ବିଭିନ୍ନ ଯୋଜନା ଘୋଷଣା କରାଯାଇଥିଲେ ମଧ୍ୟ ବାସ୍ତବରେ ତାହା କାର୍ଯ୍ୟକାରୀ ହୋଇପାରୁନାହିଁ । ଓଡ଼ିଶା ଏବେ ବି ପଡ଼ୋଶୀ ରାଜ୍ୟ ଉପରେ ନିର୍ଭରଶୀଳ । ପଶ୍ଚିମବଙ୍ଗରୁ ଆଳୁ ଆମଦାନୀ ବନ୍ଦ ହେଲେ ଏଠାରେ ଦର ବଢ଼ିଯାଏ । ଏହି ପରିସ୍ଥିତିରୁ ମୁକ୍ତି ପାଇଁ ରାଜ୍ୟ ନିଜେ ଆତ୍ମନିର୍ଭର ହେବା ଆବଶ୍ୟକ । ଚାଷୀମାନଙ୍କୁ ଉନ୍ନତ ବିହନ, ସାର ଓ ଜଳସେଚନ ସୁବିଧା ଯୋଗାଇଦେବାକୁ ହେବ । କୃଷି ବିଭାଗ ଅଧିକାରୀମାନେ ଗ୍ରାମସ୍ତରରେ ସଚେତନତା ସୃଷ୍ଟି କରିବା ଦରକାର । ଆଳୁ ଚାଷୀଙ୍କ ସମସ୍ୟାକୁ ଗୁରୁତ୍ଵ ଦେଇ ସରକାର ନୂଆ ନୀତି ପ୍ରଣୟନ କରିବା ଉଚିତ । ଭବିଷ୍ୟତରେ ଏଭଳି ପରିସ୍ଥିତି ନ ଉପୁଜେ ସେଥିପାଇଁ ଦୀର୍ଘମିଆଦୀ ଯୋଜନା ଆବଶ୍ୟକ । ବଜାର ସଂଯୋଗ ଓ ପରିବହନ ସୁବିଧା ଉନ୍ନତ କରିବାକୁ ହେବ । ଏହା ଦ୍ଵାରା ଚାଷୀ ଉଚିତ ଦାମ୍ ପାଇପାରିବେ ଏବଂ ଉପଭୋକ୍ତା ମଧ୍ୟ ଶସ୍ତାରେ ଆଳୁ କିଣିପାରିବେ । ଓଡ଼ିଶାର ଚାଷୀ ପରିଶ୍ରମୀ, କିନ୍ତୁ ସରକାରୀ ସହଯୋଗ ଅଭାବରୁ ସେମାନେ ପଛରେ ପଡ଼ିଯାଉଛନ୍ତି । ଏଥିପ୍ରତି ସମସ୍ତଙ୍କ ଦୃଷ୍ଟି ଆକର୍ଷଣ କରିବା ଆମ ଦାୟିତ୍ଵ । ଆଳୁ ଚାଷକୁ ଲାଭଜନକ କରିବା ପାଇଁ ସମନ୍ଵିତ ଉଦ୍ୟମ ଦରକାର ।: [356, 187, 606, 895]
- solution-cell: 1: [1361, 1971, 1373, 1983]
- divider: [350, 6, 351, 2334]
- solution-cell: 8: [1349, 1935, 1361, 1947]
- sudoku-cell[interactable]: 2: [1216, 1617, 1251, 1653]
- chiranti-author: -କାଳିନୀ ଚରଣ ପାଣିଗ୍ରାହୀ: [192, 198, 313, 212]
- solution-cell: 6: [1397, 1911, 1409, 1923]
- solution-cell: 1: [1409, 1923, 1421, 1935]
- sudoku-cell[interactable]: [1251, 1761, 1286, 1797]
- divider: [19, 55, 299, 59]
- solution-cell: 4: [1445, 1923, 1457, 1935]
- solution-cell: 2: [1349, 1911, 1361, 1923]
- solution-cell: 7: [1445, 1935, 1457, 1947]
- solution-cell: 1: [1349, 1875, 1361, 1887]
- solution-cell: 3: [1433, 1923, 1445, 1935]
- sudoku-cell[interactable]: [1181, 1653, 1216, 1689]
- solution-cell: 9: [1385, 1959, 1397, 1971]
- contact-note2: କେବଳ ବିଜ୍ଞାପନ ପାଇଁ ବ୍ୟବହାର କରନ୍ତୁ: [1241, 1223, 1411, 1237]
- solution-cell: 1: [1421, 1887, 1433, 1899]
- solution-cell: 8: [1445, 1971, 1457, 1983]
- sudoku-cell[interactable]: [1322, 1725, 1357, 1761]
- solution-cell: 2: [1397, 1899, 1409, 1911]
- contact-address: ଧରିତ୍ରୀ, ବି-୧୫, ଇନ୍ଷ୍ଟିଟ୍ୟୁସନାଲ୍ ଏରିଆ, ଭୁବନେଶ୍ଵର-୭୫୧୦୧୦: [1184, 1159, 1468, 1173]
- sukha-col3: ସୁଖ ଓ ଦୁଃଖ ଜୀବନର ଦୁଇଟି ଦିଗ । ଏ ଦୁହେଁ ପରସ୍ପର ସହ ଜଡ଼ିତ । ଯେଉଁଠି ସୁଖ ଅଛି ସେଠି ଦୁଃଖ ମଧ୍ୟ ଅଛି । କିନ୍ତୁ ଆନନ୍ଦର କୌଣସି ବିପରୀତ ନାହିଁ । ଏହା ଏକ ଅବସ୍ଥା ଯାହା ସୁଖ ଓ ଦୁଃଖ ଉଭୟକୁ ଅତିକ୍ରମ କରେ । ଆନନ୍ଦିତ ବ୍ୟକ୍ତି ଦୁଃଖ ସମୟରେ ମଧ୍ୟ ଶାନ୍ତ ରହେ । ସେ ଜାଣେ ଯେ ସବୁ ପରିସ୍ଥିତି ଅସ୍ଥାୟୀ । ଏହି ବୁଝାମଣା ତାକୁ ଦୃଢ଼ କରେ । ମହାପୁରୁଷମାନେ କହିଛନ୍ତି, ଆନନ୍ଦ ହେଉଛି ଆତ୍ମାର ସ୍ଵରୂପ । ସଚ୍ଚିଦାନନ୍ଦ ଅର୍ଥାତ୍ ସତ୍, ଚିତ୍ ଓ ଆନନ୍ଦ ହିଁ ପରମ ସତ୍ୟ । ଆମେ ସେହି ପରମ ସତ୍ତାର ଅଂଶ । ତେଣୁ ଆନନ୍ଦ ଆମର ସ୍ଵାଭାବିକ ଅବସ୍ଥା । ଅଜ୍ଞାନତା ଯୋଗୁଁ ଆମେ ଏହାକୁ ଭୁଲିଯାଉ । ଜ୍ଞାନର ଆଲୋକ ଏହି ଅଜ୍ଞାନତାକୁ ଦୂର କରେ । ଭଲ ପୁସ୍ତକ ପଢ଼ିବା, ସତ୍ସଙ୍ଗ କରିବା ଏବଂ ଆତ୍ମଚିନ୍ତନ କରିବା ଦ୍ଵାରା ଆମେ ଏହି ଜ୍ଞାନ ଲାଭ କରିପାରିବା । ଜୀବନର ପ୍ରକୃତ ଲକ୍ଷ୍ୟ ହେଉଛି ଏହି ଆନନ୍ଦକୁ ଅନୁଭବ କରିବା । ଭୌତିକ ସୁଖ ପଛରେ ଦୌଡ଼ି ଆମେ ଏହି ଲକ୍ଷ୍ୟରୁ ବିଚ୍ୟୁତ ହେଉ । ତେଣୁ ସୁଖ ଓ ଆନନ୍ଦର ପାର୍ଥକ୍ୟ ବୁଝି ଜୀବନ ଯାପନ କରିବା ଉଚିତ । ଏହା ହିଁ ସାର୍ଥକ ଜୀବନର ରହସ୍ୟ । ସରଳ ଜୀବନ ଓ ଉଚ୍ଚ ଚିନ୍ତନ ଆନନ୍ଦର ଚାବିକାଠି ।: [746, 1787, 1139, 2015]
- sudoku-cell[interactable]: [1181, 1545, 1216, 1581]
- solution-cell: 4: [1349, 1887, 1361, 1899]
- divider: [1160, 744, 1492, 745]
- contact-box: [1160, 1140, 1492, 1286]
- solution-cell: 2: [1433, 1887, 1445, 1899]
- solution-cell: 4: [1433, 1959, 1445, 1971]
- solution-cell: 3: [1409, 1899, 1421, 1911]
- sudoku-cell[interactable]: [1322, 1797, 1357, 1833]
- sudoku-caption: ପ୍ରତ୍ୟେକ ଉତ୍ତର ଆସନ୍ତାକାଲି ପ୍ରକାଶ ପାଇବ: [1220, 1849, 1432, 1862]
- sukha-headline: ସୁଖ ଓ ଆନନ୍ଦ: [536, 1655, 959, 1739]
- pathak-headline: ଭାତ ଡାଲମା ପାଞ୍ଚ ଟଙ୍କାରେ: [1195, 404, 1457, 432]
- solution-cell: 2: [1373, 1971, 1385, 1983]
- zilla-headline: ମାତୃଭାଷାକୁ ଅବହେଳା: [8, 384, 270, 422]
- sudoku-cell[interactable]: [1286, 1761, 1321, 1797]
- temple-photo: [208, 242, 338, 372]
- sudoku-cell[interactable]: [1322, 1761, 1357, 1797]
- solution-cell: 2: [1421, 1923, 1433, 1935]
- sudoku-cell[interactable]: [1392, 1545, 1427, 1581]
- solution-cell: 5: [1373, 1947, 1385, 1959]
- sudoku-cell[interactable]: [1251, 1509, 1286, 1545]
- solution-cell: 4: [1397, 1971, 1409, 1983]
- sukha-col2: ଅନ୍ୟମାନଙ୍କ ସହ ତୁଳନା କରିବା ମଣିଷର ଏକ ସ୍ଵଭାବ । ଅନ୍ୟର ସୁଖ ଦେଖି ସେ ଦୁଃଖୀ ହୁଏ । ଏହି ଈର୍ଷା ଓ ଅସନ୍ତୋଷ ତାର ଆନନ୍ଦକୁ ନଷ୍ଟ କରିଦିଏ । ଯଦି ଆମେ ନିଜ ଜୀବନରେ ଯାହା ଅଛି ସେଥିରେ ସନ୍ତୁଷ୍ଟ ରହିବା, ତେବେ ଆମେ ଆନନ୍ଦିତ ରହିପାରିବା । କୃତଜ୍ଞତାର ଭାବନା ଆନନ୍ଦର ଦ୍ଵାର ଖୋଲିଦିଏ । ପ୍ରତିଦିନ ଆମ ଜୀବନର ଛୋଟ ଛୋଟ ଆଶୀର୍ବାଦ ପାଇଁ କୃତଜ୍ଞ ହେବା ଉଚିତ । ପରିବାର, ବନ୍ଧୁ, ସ୍ଵାସ୍ଥ୍ୟ ଏସବୁ ଅମୂଲ୍ୟ ସମ୍ପଦ । ଆମେ ଅନେକ ସମୟରେ ଏଗୁଡ଼ିକୁ ଅବହେଳା କରୁ । ହରାଇବା ପରେ ହିଁ ଏହାର ମୂଲ୍ୟ ବୁଝୁ । ଗୀତାରେ ଶ୍ରୀକୃଷ୍ଣ କହିଛନ୍ତି, କର୍ମ କର, ଫଳର ଆଶା କର ନାହିଁ । ଏହି ନିଷ୍କାମ କର୍ମ ହିଁ ଆନନ୍ଦର ପଥ । ଯେତେବେଳେ ଆମେ ଫଳ ପ୍ରତି ଆସକ୍ତ ନହୋଇ କର୍ମ କରୁ, ସେତେବେଳେ ବିଫଳତା ଆମକୁ ଦୁଃଖ ଦିଏ ନାହିଁ । ସଫଳତା ଆମକୁ ଅହଙ୍କାରୀ କରେ ନାହିଁ । ଏହି ସମଭାବ ହିଁ ଆନନ୍ଦର ମୂଳମନ୍ତ୍ର । ଧ୍ୟାନ ଓ ଯୋଗ ମାଧ୍ୟମରେ ମନକୁ ଶାନ୍ତ କରିହେବ । ଶାନ୍ତ ମନ ହିଁ ଆନନ୍ଦ ଅନୁଭବ କରିପାରେ । ପ୍ରକୃତି ସହ ସମୟ ବିତାଇବା, ସଙ୍ଗୀତ ଶୁଣିବା, ସୃଜନଶୀଳ କାମ କରିବା ମନକୁ ପ୍ରଫୁଲ୍ଲିତ କରେ । ଏହି ଛୋଟ ଛୋଟ ଅଭ୍ୟାସ ଜୀବନକୁ ଆନନ୍ଦମୟ କରିପାରେ ।: [356, 1787, 736, 2033]
- pathak-author: ହରମୋହନ ମହାନ୍ତି, ଦଶପୋଟ, ପୁରୀ: [1248, 725, 1404, 738]
- solution-cell: 6: [1445, 1899, 1457, 1911]
- solution-cell: 4: [1421, 1899, 1433, 1911]
- solution-cell: 3: [1421, 1959, 1433, 1971]
- sudoku-header: [1160, 1456, 1492, 1500]
- sudoku-cell[interactable]: [1463, 1761, 1498, 1797]
- sudoku-cell[interactable]: [1181, 1761, 1216, 1797]
- editor-email[interactable]: E-mail: dharitripress@gmail.com: [1219, 1190, 1433, 1206]
- sudoku-cell[interactable]: [1322, 1689, 1357, 1725]
- sudoku-cell[interactable]: [1181, 1725, 1216, 1761]
- cmyk-swatch: [1333, 2318, 1405, 2338]
- sudoku-cell[interactable]: [1216, 1761, 1251, 1797]
- pathak-label: ପାଠକ ଶ୍ରେଷ୍ଠ ବିଚାର: [1223, 360, 1433, 389]
- cmyk-swatch: [334, 2318, 406, 2338]
- kanya-byline: ପ୍ରକାଶ ତ୍ରିପାଠୀ: [8, 1146, 194, 1181]
- solution-cell: 5: [1397, 1875, 1409, 1887]
- main-article-col3: ଆଳୁ ଅମଳ ହେଉଛି ତାହାକୁ ମହଜୁଦ କରିବା ପାଇଁ ଯଥେଷ୍ଟ ଶୀତଳଭଣ୍ଡାର ନାହିଁ । ସରକାର ଏହି ବ୍ୟବସ୍ଥା ପ୍ରଦାନ କରିବା ଉଚିତ ଥିଲା । ଚାଷୀଙ୍କ ଦୁଃଖ ବୁଝିବା ପାଇଁ କେହି ନାହାନ୍ତି । ସେମାନେ ନିଜ ପରିଶ୍ରମର ମୂଲ୍ୟ ପାଉନାହାନ୍ତି । ରାଜ୍ୟରେ ଶୀତଳଭଣ୍ଡାର ନିର୍ମାଣ ପାଇଁ ଘୋଷଣା ହୋଇଥିଲେ ମଧ୍ୟ କାମ ଆଗେଇନାହିଁ । ଓଡ଼ିଶା ରାଜ୍ୟ ଆଳୁ ମିଶନ ଆରମ୍ଭ କରିଥିଲେ ମଧ୍ୟ ଲକ୍ଷ୍ୟ ହାସଲ ହୋଇପାରିନାହିଁ । ୨୦୧୪-୧୫ ବର୍ଷରେ ରାଜ୍ୟରେ ଆଳୁ ଚାଷ ଜମି ପରିମାଣ ବୃଦ୍ଧି ପାଇବା ସହ ଉତ୍ପାଦନ ମଧ୍ୟ ବଢ଼ିଥିଲା । କିନ୍ତୁ ବିକ୍ରି ପାଇଁ ଉପଯୁକ୍ତ ବ୍ୟବସ୍ଥା ନଥିବାରୁ ଚାଷୀ ବିପଦରେ ପଡ଼ିଲେ । ଏହି ବର୍ଷ ମଧ୍ୟ ସେହି ପରିସ୍ଥିତି ଦୋହରାଯାଉଛି । ଜିଲ୍ଲାପାଳମାନଙ୍କୁ ଏଥିପ୍ରତି ଧ୍ୟାନ ଦେବାକୁ ନିର୍ଦ୍ଦେଶ ଦିଆଯାଇଥିଲେ ମଧ୍ୟ ଫଳ ମିଳୁନାହିଁ । ଚାଷୀମାନେ ଆନ୍ଦୋଳନ କରିବାକୁ ବାଧ୍ୟ ହେଉଛନ୍ତି । ସରକାରଙ୍କୁ ତୁରନ୍ତ ସମ୍ଭାବ୍ୟ ପଦକ୍ଷେପ ନେବା ଆବଶ୍ୟକ । ଆଳୁ କିଣିବା ପାଇଁ ସରକାରୀ ସଂସ୍ଥା ଆଗେଇ ଆସିବା ଦରକାର । ମଣ୍ଡି ବ୍ୟବସ୍ଥା ଭଳି ଆଳୁ କିଣା ପାଇଁ ମଧ୍ୟ ବ୍ୟବସ୍ଥା ହେବା ଉଚିତ । ସର୍ବନିମ୍ନ ସହାୟକ ମୂଲ୍ୟ ଘୋଷଣା କଲେ ଚାଷୀ ଉପକୃତ ହେବେ । ଚାଷୀଙ୍କ ସ୍ଵାର୍ଥ ରକ୍ଷା ପାଇଁ ସମସ୍ତ ରାଜନୈତିକ ଦଳ ଏକଜୁଟ ହେବା ଆବଶ୍ୟକ । ଆଳୁ ଚାଷୀଙ୍କ ଏହି ଦୁର୍ଦ୍ଦଶା ରାଜ୍ୟ ପାଇଁ ଚିନ୍ତାର ବିଷୟ । ଆସନ୍ତା ଦିନରେ ଚାଷୀମାନେ ଆଳୁ ଚାଷରୁ ମୁହଁ ଫେରାଇଲେ ରାଜ୍ୟକୁ ଆହୁରି ଅଧିକ ଆମଦାନୀ ଉପରେ ନିର୍ଭର କରିବାକୁ ପଡ଼ିବ । ତେଣୁ ଏବେଠାରୁ ସଚେତନ ହେବା ଜରୁରୀ । ସରକାର ଚାଷୀଙ୍କ ଦାବି ପ୍ରତି ଗୁରୁତ୍ଵ ଦେଇ ପ୍ରତିକାର ବ୍ୟବସ୍ଥା କରନ୍ତୁ ।: [872, 187, 1139, 646]
- solution-cell: 6: [1421, 1971, 1433, 1983]
- solution-cell: 5: [1445, 1959, 1457, 1971]
- sudoku-cell[interactable]: [1251, 1617, 1286, 1653]
- sudoku-subtitle: Puzzles by Srikant Ghosh: [1168, 1485, 1282, 1496]
- registration-mark: [1093, 2318, 1145, 2338]
- solution-cell: 9: [1361, 1935, 1373, 1947]
- main-headline: ଆଳୁ ପଚିଲାଣି: [531, 61, 964, 150]
- solution-cell: 1: [1373, 1935, 1385, 1947]
- sudoku-cell[interactable]: [1216, 1581, 1251, 1617]
- solution-cell: 9: [1433, 1911, 1445, 1923]
- advt-email-alt[interactable]: :miku11@yahoo.com(Use only for advertisements, commercial queries): [1173, 1255, 1479, 1286]
- sudoku-brand: su do ku: [1168, 1460, 1324, 1484]
- solution-cell: 3: [1397, 1935, 1409, 1947]
- sudoku-cell[interactable]: [1181, 1581, 1216, 1617]
- page-number: 23: [1478, 2305, 1491, 2316]
- chiranti-title: ଚିରନ୍ତନୀ: [59, 15, 165, 48]
